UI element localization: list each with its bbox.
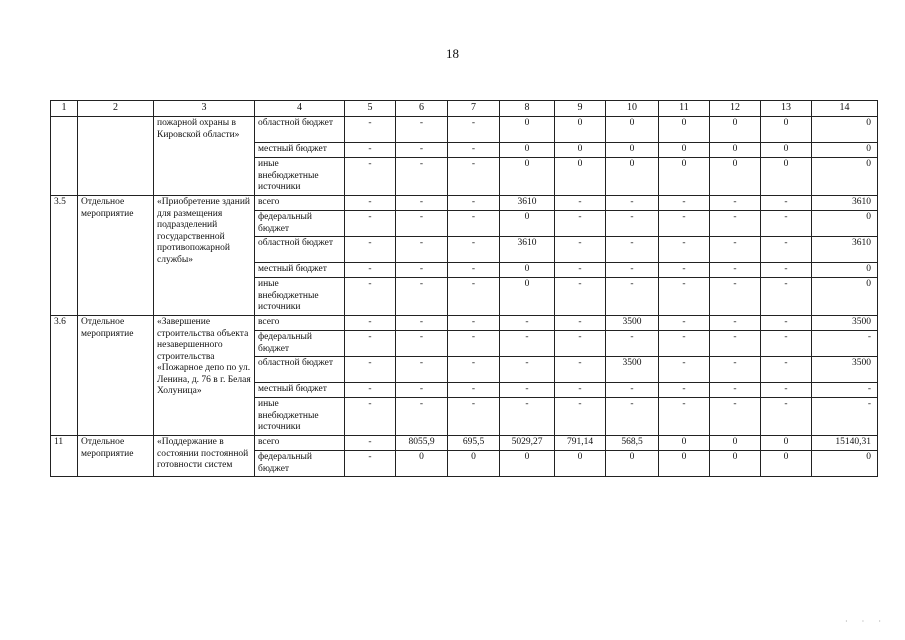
value-cell: - [345,331,396,357]
funding-source: всего [255,196,345,211]
value-cell: 0 [761,451,812,477]
activity-type: Отдельное мероприятие [78,436,154,477]
funding-source: федеральный бюджет [255,451,345,477]
funding-source: местный бюджет [255,383,345,398]
page-number: 18 [446,46,459,61]
value-cell: - [396,383,448,398]
column-header: 14 [812,101,878,117]
value-cell: - [812,383,878,398]
funding-source: областной бюджет [255,357,345,383]
value-cell: - [710,316,761,331]
value-cell: - [710,357,761,383]
table-row [51,196,878,211]
value-cell: 0 [812,158,878,196]
value-cell: - [555,278,606,316]
column-header: 11 [659,101,710,117]
value-cell: 0 [812,263,878,278]
value-cell: 0 [396,451,448,477]
column-header: 3 [154,101,255,117]
value-cell: - [659,357,710,383]
value-cell: - [396,316,448,331]
value-cell: - [659,211,710,237]
column-header: 6 [396,101,448,117]
table-row [51,316,878,331]
value-cell: 0 [710,158,761,196]
activity-type: Отдельное мероприятие [78,196,154,316]
value-cell: - [606,383,659,398]
value-cell: - [606,196,659,211]
value-cell: - [555,316,606,331]
value-cell: - [606,263,659,278]
table-body [51,117,878,477]
value-cell: 3500 [606,357,659,383]
value-cell: 3610 [500,196,555,211]
value-cell: - [396,263,448,278]
value-cell: - [448,278,500,316]
value-cell: 5029,27 [500,436,555,451]
value-cell: 3610 [812,237,878,263]
scan-noise: · · · [845,617,887,626]
value-cell: - [555,237,606,263]
value-cell: 0 [500,278,555,316]
value-cell: 0 [710,451,761,477]
value-cell: - [448,383,500,398]
value-cell: - [761,383,812,398]
value-cell: - [345,278,396,316]
value-cell: 0 [500,263,555,278]
value-cell: - [500,383,555,398]
value-cell: - [555,383,606,398]
budget-table [50,100,878,477]
funding-source: всего [255,316,345,331]
value-cell: - [396,278,448,316]
value-cell: - [448,117,500,143]
value-cell: 791,14 [555,436,606,451]
value-cell: 0 [659,117,710,143]
value-cell: - [396,143,448,158]
value-cell: 0 [761,117,812,143]
value-cell: 0 [448,451,500,477]
header-row [51,101,878,117]
value-cell: 3500 [812,357,878,383]
value-cell: - [345,211,396,237]
value-cell: - [500,331,555,357]
table-header [51,101,878,117]
value-cell: - [761,316,812,331]
value-cell: - [345,263,396,278]
activity-type: Отдельное мероприятие [78,316,154,436]
value-cell: 0 [710,143,761,158]
value-cell: 0 [761,436,812,451]
funding-source: всего [255,436,345,451]
value-cell: - [761,196,812,211]
funding-source: областной бюджет [255,237,345,263]
value-cell: 0 [659,143,710,158]
value-cell: - [448,237,500,263]
value-cell: - [761,263,812,278]
activity-code: 3.6 [51,316,78,436]
value-cell: - [710,211,761,237]
value-cell: - [555,398,606,436]
value-cell: - [659,278,710,316]
value-cell: - [345,196,396,211]
value-cell: - [345,436,396,451]
value-cell: 15140,31 [812,436,878,451]
value-cell: - [555,357,606,383]
value-cell: - [659,398,710,436]
funding-source: местный бюджет [255,263,345,278]
activity-name: пожарной охраны в Кировской области» [154,117,255,196]
column-header: 7 [448,101,500,117]
value-cell: 0 [812,117,878,143]
value-cell: - [500,357,555,383]
value-cell: 0 [812,143,878,158]
value-cell: - [396,158,448,196]
column-header: 9 [555,101,606,117]
value-cell: - [659,331,710,357]
value-cell: - [761,357,812,383]
value-cell: - [396,331,448,357]
value-cell: - [710,196,761,211]
value-cell: 0 [555,451,606,477]
value-cell: 695,5 [448,436,500,451]
value-cell: 0 [812,211,878,237]
value-cell: 0 [606,143,659,158]
value-cell: - [606,211,659,237]
column-header: 5 [345,101,396,117]
value-cell: - [396,237,448,263]
value-cell: - [659,316,710,331]
value-cell: - [345,316,396,331]
value-cell: - [606,331,659,357]
value-cell: 0 [500,117,555,143]
value-cell: - [761,398,812,436]
funding-source: федеральный бюджет [255,331,345,357]
activity-code: 3.5 [51,196,78,316]
value-cell: - [448,263,500,278]
value-cell: - [555,196,606,211]
value-cell: - [659,383,710,398]
value-cell: 568,5 [606,436,659,451]
value-cell: - [659,263,710,278]
value-cell: - [710,331,761,357]
activity-name: «Завершение строительства объекта незавершенного строительства «Пожарное депо по ул. Ленина, д. 76 в г. Белая Холуница» [154,316,255,436]
value-cell: - [448,398,500,436]
value-cell: - [659,237,710,263]
value-cell: 0 [555,117,606,143]
funding-source: федеральный бюджет [255,211,345,237]
value-cell: 0 [659,436,710,451]
column-header: 2 [78,101,154,117]
column-header: 4 [255,101,345,117]
value-cell: 3610 [500,237,555,263]
value-cell: 0 [761,158,812,196]
value-cell: - [606,398,659,436]
value-cell: - [448,158,500,196]
value-cell: - [710,398,761,436]
value-cell: 0 [606,158,659,196]
value-cell: - [345,451,396,477]
value-cell: 8055,9 [396,436,448,451]
value-cell: 0 [500,158,555,196]
value-cell: - [710,263,761,278]
value-cell: 0 [710,436,761,451]
value-cell: - [555,331,606,357]
value-cell: 0 [659,451,710,477]
value-cell: 3610 [812,196,878,211]
table-row [51,117,878,143]
value-cell: - [500,316,555,331]
funding-source: местный бюджет [255,143,345,158]
funding-source: иные внебюджетные источники [255,398,345,436]
value-cell: - [448,196,500,211]
value-cell: - [761,237,812,263]
value-cell: 3500 [606,316,659,331]
activity-name: «Приобретение зданий для размещения подразделений государственной противопожарной службы» [154,196,255,316]
value-cell: - [761,278,812,316]
value-cell: - [396,196,448,211]
value-cell: - [345,117,396,143]
value-cell: - [659,196,710,211]
value-cell: - [500,398,555,436]
value-cell: - [345,143,396,158]
column-header: 1 [51,101,78,117]
value-cell: 0 [500,211,555,237]
value-cell: 0 [761,143,812,158]
value-cell: 0 [812,278,878,316]
value-cell: - [448,357,500,383]
value-cell: - [710,278,761,316]
value-cell: 0 [555,143,606,158]
activity-type [78,117,154,196]
value-cell: - [448,143,500,158]
value-cell: 0 [710,117,761,143]
value-cell: - [345,237,396,263]
value-cell: 0 [812,451,878,477]
value-cell: 0 [606,117,659,143]
value-cell: - [710,237,761,263]
value-cell: - [448,331,500,357]
column-header: 12 [710,101,761,117]
value-cell: - [396,357,448,383]
value-cell: - [761,331,812,357]
value-cell: 0 [555,158,606,196]
value-cell: - [812,398,878,436]
value-cell: 0 [659,158,710,196]
activity-code [51,117,78,196]
value-cell: - [761,211,812,237]
value-cell: - [396,398,448,436]
funding-source: иные внебюджетные источники [255,278,345,316]
value-cell: - [396,117,448,143]
value-cell: - [606,237,659,263]
value-cell: 0 [500,143,555,158]
value-cell: - [448,316,500,331]
column-header: 10 [606,101,659,117]
value-cell: - [812,331,878,357]
value-cell: 0 [606,451,659,477]
value-cell: 3500 [812,316,878,331]
funding-source: иные внебюджетные источники [255,158,345,196]
value-cell: - [345,158,396,196]
value-cell: 0 [500,451,555,477]
value-cell: - [555,263,606,278]
funding-source: областной бюджет [255,117,345,143]
value-cell: - [345,357,396,383]
value-cell: - [345,398,396,436]
activity-code: 11 [51,436,78,477]
table-row [51,436,878,451]
value-cell: - [396,211,448,237]
value-cell: - [555,211,606,237]
column-header: 13 [761,101,812,117]
value-cell: - [345,383,396,398]
value-cell: - [448,211,500,237]
value-cell: - [606,278,659,316]
value-cell: - [710,383,761,398]
activity-name: «Поддержание в состоянии постоянной готовности систем [154,436,255,477]
column-header: 8 [500,101,555,117]
